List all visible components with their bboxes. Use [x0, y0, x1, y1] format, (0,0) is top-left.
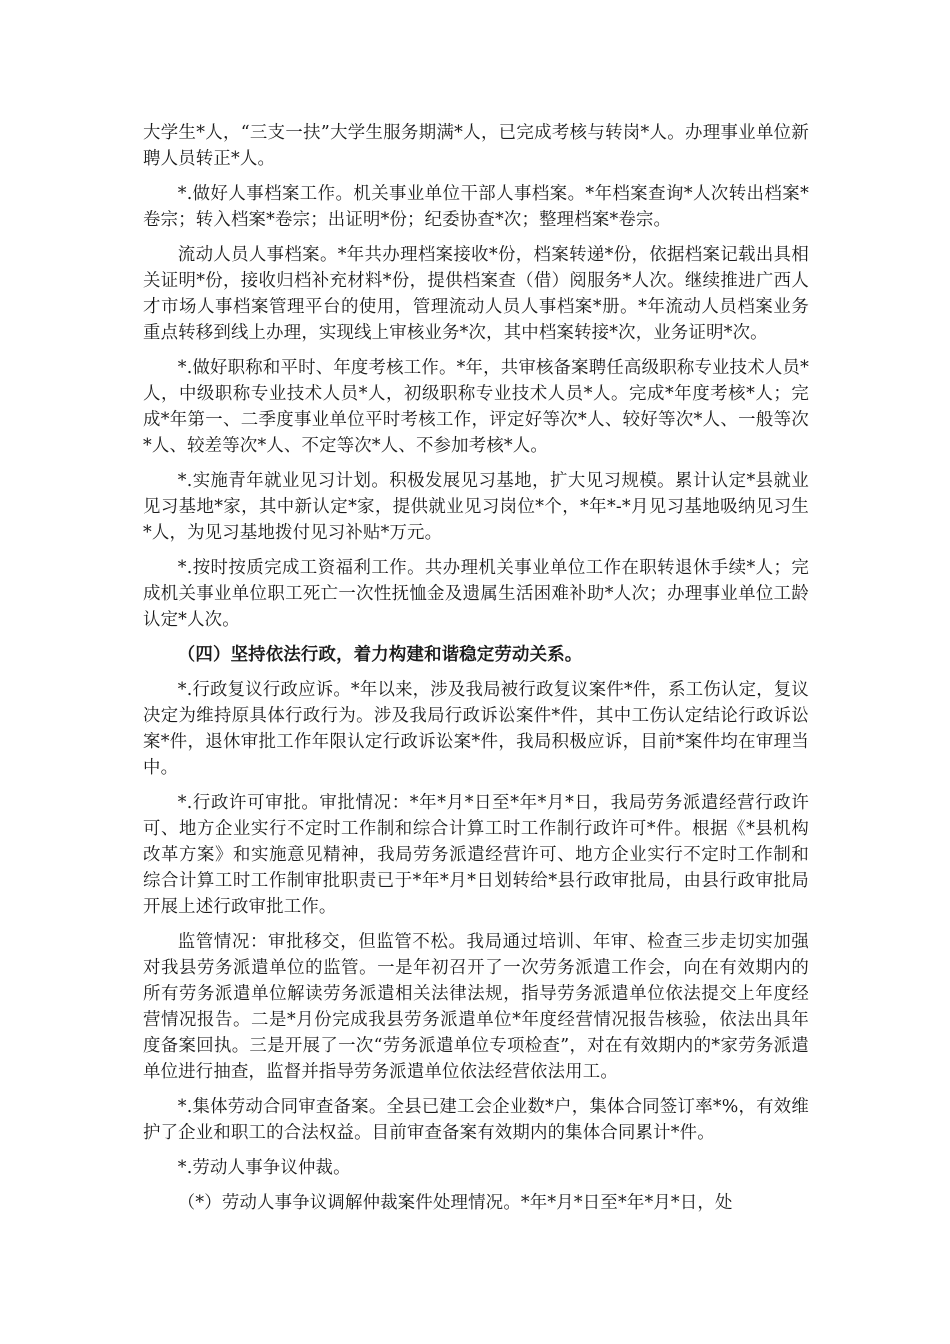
- paragraph-administrative-review: *.行政复议行政应诉。*年以来，涉及我局被行政复议案件*件，系工伤认定，复议决定为维持原具体行政行为。涉及我局行政诉讼案件*件，其中工伤认定结论行政诉讼案*件，退休审批工作年限认定行政诉讼案*件，我局积极应诉，目前*案件均在审理当中。: [143, 680, 809, 778]
- paragraph-arbitration: *.劳动人事争议仲裁。: [177, 1158, 351, 1178]
- paragraph-floating-personnel-archives: 流动人员人事档案。*年共办理档案接收*份，档案转递*份，依据档案记载出具相关证明*份，接收归档补充材料*份，提供档案查（借）阅服务*人次。继续推进广西人才市场人事档案管理平台的使用，管理流动人员人事档案*册。*年流动人员档案业务重点转移到线上办理，实现线上审核业务*次，其中档案转接*次，业务证明*次。: [143, 245, 809, 343]
- paragraph-arbitration-cases: （*）劳动人事争议调解仲裁案件处理情况。*年*月*日至*年*月*日，处: [177, 1193, 733, 1213]
- paragraph-continuation: 大学生*人，“三支一扶”大学生服务期满*人，已完成考核与转岗*人。办理事业单位新聘人员转正*人。: [143, 123, 809, 169]
- paragraph-wages-welfare: *.按时按质完成工资福利工作。共办理机关事业单位工作在职转退休手续*人；完成机关事业单位职工死亡一次性抚恤金及遗属生活困难补助*人次；办理事业单位工龄认定*人次。: [143, 558, 809, 630]
- document-page: [143, 120, 809, 1225]
- paragraph-personnel-archives: *.做好人事档案工作。机关事业单位干部人事档案。*年档案查询*人次转出档案*卷宗；转入档案*卷宗；出证明*份；纪委协查*次；整理档案*卷宗。: [143, 184, 809, 230]
- paragraph-administrative-approval: *.行政许可审批。审批情况：*年*月*日至*年*月*日，我局劳务派遣经营行政许可、地方企业实行不定时工作制和综合计算工时工作制行政许可*件。根据《*县机构改革方案》和实施意见精神，我局劳务派遣经营许可、地方企业实行不定时工作制和综合计算工时工作制审批职责已于*年*月*日划转给*县行政审批局，由县行政审批局开展上述行政审批工作。: [143, 793, 809, 917]
- section-heading-four: （四）坚持依法行政，着力构建和谐稳定劳动关系。: [177, 645, 583, 665]
- paragraph-youth-internship: *.实施青年就业见习计划。积极发展见习基地，扩大见习规模。累计认定*县就业见习基地*家，其中新认定*家，提供就业见习岗位*个，*年*-*月见习基地吸纳见习生*人，为见习基地拨付见习补贴*万元。: [143, 471, 809, 543]
- paragraph-collective-contract: *.集体劳动合同审查备案。全县已建工会企业数*户，集体合同签订率*%，有效维护了企业和职工的合法权益。目前审查备案有效期内的集体合同累计*件。: [143, 1097, 809, 1143]
- paragraph-title-assessment: *.做好职称和平时、年度考核工作。*年，共审核备案聘任高级职称专业技术人员*人，中级职称专业技术人员*人，初级职称专业技术人员*人。完成*年度考核*人；完成*年第一、二季度事业单位平时考核工作，评定好等次*人、较好等次*人、一般等次*人、较差等次*人、不定等次*人、不参加考核*人。: [143, 358, 809, 456]
- paragraph-supervision: 监管情况：审批移交，但监管不松。我局通过培训、年审、检查三步走切实加强对我县劳务派遣单位的监管。一是年初召开了一次劳务派遣工作会，向在有效期内的所有劳务派遣单位解读劳务派遣相关法律法规，指导劳务派遣单位依法提交上年度经营情况报告。二是*月份完成我县劳务派遣单位*年度经营情况报告核验，依法出具年度备案回执。三是开展了一次“劳务派遣单位专项检查”，对在有效期内的*家劳务派遣单位进行抽查，监督并指导劳务派遣单位依法经营依法用工。: [143, 932, 809, 1082]
